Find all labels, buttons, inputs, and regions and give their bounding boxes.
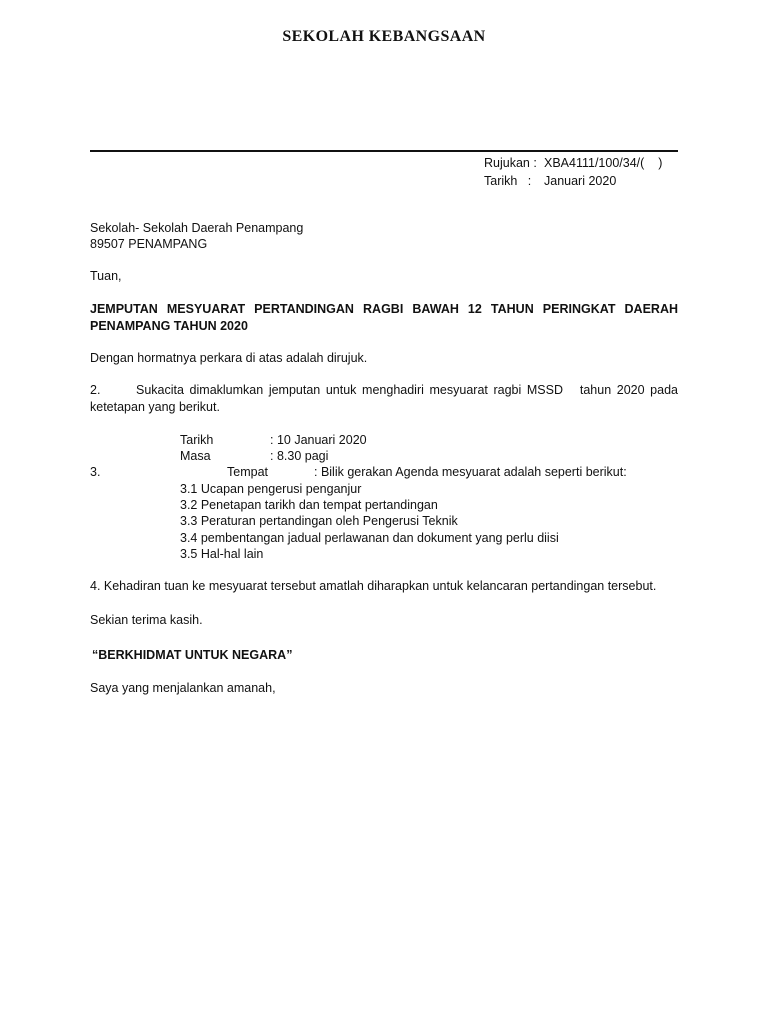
rujukan-row xyxy=(484,154,662,172)
paragraph-2 xyxy=(90,382,682,416)
meeting-date-label: Tarikh xyxy=(180,433,214,447)
tarikh-ref-label: Tarikh : xyxy=(484,173,532,188)
agenda-item: 3.2 Penetapan tarikh dan tempat pertandingan xyxy=(180,498,438,512)
reference-block xyxy=(484,154,662,190)
header-divider xyxy=(90,150,678,152)
tarikh-row xyxy=(484,172,662,190)
signoff-line: Saya yang menjalankan amanah, xyxy=(90,681,276,695)
agenda-item: 3.4 pembentangan jadual perlawanan dan dokument yang perlu diisi xyxy=(180,531,559,545)
meeting-date-row xyxy=(180,432,367,448)
recipient-line-2: 89507 PENAMPANG xyxy=(90,237,208,251)
motto: “BERKHIDMAT UNTUK NEGARA” xyxy=(92,648,293,662)
meeting-date-value: : 10 Januari 2020 xyxy=(270,433,367,447)
tarikh-ref-value: Januari 2020 xyxy=(544,173,617,188)
closing-line: Sekian terima kasih. xyxy=(90,613,203,627)
paragraph-2-number: 2. xyxy=(90,383,101,397)
agenda-item: 3.5 Hal-hal lain xyxy=(180,547,264,561)
recipient-line-1: Sekolah- Sekolah Daerah Penampang xyxy=(90,221,304,235)
agenda-item: 3.1 Ucapan pengerusi penganjur xyxy=(180,482,362,496)
rujukan-value: XBA4111/100/34/( ) xyxy=(544,155,663,170)
meeting-time-label: Masa xyxy=(180,449,211,463)
meeting-time-value: : 8.30 pagi xyxy=(270,449,329,463)
meeting-place-label: Tempat xyxy=(227,465,268,479)
paragraph-3-number: 3. xyxy=(90,465,101,479)
paragraph-1: Dengan hormatnya perkara di atas adalah dirujuk. xyxy=(90,351,368,365)
agenda-item: 3.3 Peraturan pertandingan oleh Pengerusi Teknik xyxy=(180,514,458,528)
salutation: Tuan, xyxy=(90,269,122,283)
letter-subject: JEMPUTAN MESYUARAT PERTANDINGAN RAGBI BAWAH 12 TAHUN PERINGKAT DAERAH PENAMPANG TAHUN 2020 xyxy=(90,302,678,333)
school-name-heading: SEKOLAH KEBANGSAAN xyxy=(282,28,486,45)
rujukan-label: Rujukan : xyxy=(484,155,537,170)
paragraph-4: 4. Kehadiran tuan ke mesyuarat tersebut amatlah diharapkan untuk kelancaran pertandingan tersebut. xyxy=(90,579,657,593)
paragraph-2-text: Sukacita dimaklumkan jemputan untuk menghadiri mesyuarat ragbi MSSD tahun 2020 pada ketetapan yang berikut. xyxy=(90,383,682,414)
meeting-place-value: : Bilik gerakan Agenda mesyuarat adalah seperti berikut: xyxy=(314,465,627,479)
meeting-time-row xyxy=(180,448,328,464)
